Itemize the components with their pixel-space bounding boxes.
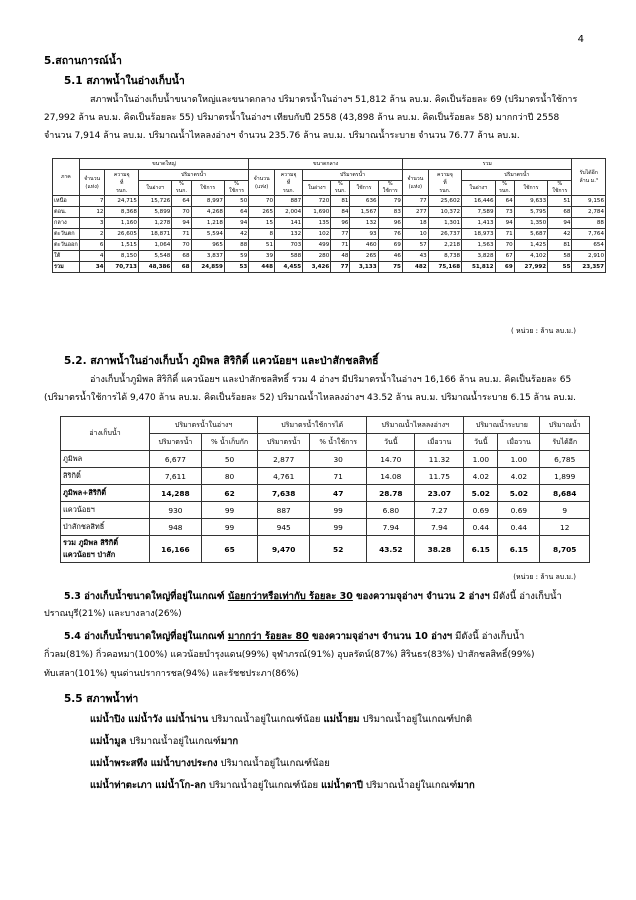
s52-line-1: อ่างเก็บน้ำภูมิพล สิริกิติ์ แควน้อยฯ และป่าสักชลสิทธิ์ รวม 4 อ่างฯ มีปริมาตรน้ำในอ่างฯ 16,166 ล้าน ลบ.ม. คิดเป็นร้อยละ 65 (90, 375, 572, 385)
table-cell: 720 (303, 196, 331, 207)
th-pct-store: % น้ำเก็บกัก (201, 434, 257, 451)
table-row (61, 451, 590, 468)
s55-heading: 5.5 สภาพน้ำท่า (64, 693, 139, 705)
table-cell: 0.69 (498, 502, 540, 519)
th-yesterday: เมื่อวาน (498, 434, 540, 451)
s55-line-4: แม่น้ำท่าตะเภา แม่น้ำโก-ลก ปริมาณน้ำอยู่ในเกณฑ์น้อย แม่น้ำตาปี ปริมาณน้ำอยู่ในเกณฑ์มาก (90, 780, 475, 791)
table-cell: 945 (258, 519, 310, 536)
table-cell: 48,386 (138, 262, 171, 273)
th-usable: ใช้การ (514, 181, 547, 196)
table-cell: 6.80 (367, 502, 415, 519)
table-cell: 67 (495, 251, 514, 262)
table-cell: 636 (350, 196, 378, 207)
table-cell: 4,455 (275, 262, 303, 273)
table-cell: 57 (402, 240, 428, 251)
table-cell: 8,705 (540, 536, 590, 563)
s53-line-1: 5.3 อ่างเก็บน้ำขนาดใหญ่ที่อยู่ในเกณฑ์ น้อยกว่าหรือเท่ากับ ร้อยละ 30 ของความจุอ่างฯ จำนวน 2 อ่างฯ มีดังนี้ อ่างเก็บน้ำ (64, 591, 562, 602)
table-cell: 8,997 (191, 196, 224, 207)
th-capacity: ความจุ ที่ รนก. (275, 170, 303, 196)
s54-line-2: กิ่วลม(81%) กิ่วคอหมา(100%) แควน้อยบำรุงแดน(99%) จุฬาภรณ์(91%) อุบลรัตน์(87%) สิรินธร(83%) ป่าสักชลสิทธิ์(99%) (44, 650, 535, 660)
table-cell: 94 (172, 218, 191, 229)
table-cell: 71 (495, 229, 514, 240)
s55-line-2: แม่น้ำมูล ปริมาณน้ำอยู่ในเกณฑ์มาก (90, 736, 239, 747)
th-total: รวม (402, 159, 572, 170)
region-cell: ตะวันออก (53, 240, 80, 251)
table-cell: 2,877 (258, 451, 310, 468)
table-cell: 14.08 (367, 468, 415, 485)
table-cell: 47 (310, 485, 367, 502)
table-cell: 11.32 (415, 451, 464, 468)
table-cell: 1,218 (191, 218, 224, 229)
table-cell: 42 (548, 229, 572, 240)
table-cell: 81 (548, 240, 572, 251)
table-cell: 96 (378, 218, 402, 229)
region-cell: เหนือ (53, 196, 80, 207)
table-cell: 4,761 (258, 468, 310, 485)
table-cell: 132 (350, 218, 378, 229)
table-cell: 16,446 (462, 196, 495, 207)
th-count: จำนวน (แห่ง) (79, 170, 105, 196)
table-cell: 94 (495, 218, 514, 229)
th-pct-usable: % ใช้การ (378, 181, 402, 196)
table-cell: 9 (540, 502, 590, 519)
table-row (53, 218, 606, 229)
unit-label: ( หน่วย : ล้าน ลบ.ม.) (511, 327, 576, 335)
table-cell: 62 (201, 485, 257, 502)
th-large: ขนาดใหญ่ (79, 159, 249, 170)
table-cell: 0.44 (498, 519, 540, 536)
table-cell: 0.69 (464, 502, 498, 519)
table-cell: 482 (402, 262, 428, 273)
table-cell: 5,687 (514, 229, 547, 240)
table-cell: 71 (310, 468, 367, 485)
table-cell: 16,166 (150, 536, 202, 563)
table-cell: 51 (249, 240, 275, 251)
s51-line-1: สภาพน้ำในอ่างเก็บน้ำขนาดใหญ่และขนาดกลาง ปริมาตรน้ำในอ่างฯ 51,812 ล้าน ลบ.ม. คิดเป็นร้อยละ 69 (ปริมาตรน้ำใช้การ (90, 95, 578, 105)
table-cell: 46 (378, 251, 402, 262)
table-cell: 1,567 (350, 207, 378, 218)
th-inres: ในอ่างฯ (462, 181, 495, 196)
table-cell: 64 (172, 196, 191, 207)
table-cell: 8,368 (105, 207, 138, 218)
th-volume: ปริมาตรน้ำ (150, 434, 202, 451)
th-receive: รับได้อีก (540, 434, 590, 451)
table-cell: 6,677 (150, 451, 202, 468)
table-cell: 30 (310, 451, 367, 468)
table-cell: 280 (303, 251, 331, 262)
table-cell: 1,278 (138, 218, 171, 229)
table-cell: 588 (275, 251, 303, 262)
region-reservoir-table (52, 158, 606, 273)
table-cell: 70,713 (105, 262, 138, 273)
th-pct-usable: % ใช้การ (548, 181, 572, 196)
table-cell: 930 (150, 502, 202, 519)
table-cell: 1.00 (498, 451, 540, 468)
table-cell: 77 (331, 229, 350, 240)
table-cell: 88 (572, 218, 606, 229)
table-cell: 1,563 (462, 240, 495, 251)
th-capacity: ความจุ ที่ รนก. (105, 170, 138, 196)
table-cell: 51 (548, 196, 572, 207)
table-cell: 2 (79, 229, 105, 240)
table-cell: 12 (540, 519, 590, 536)
th-pct: % รนก. (495, 181, 514, 196)
table-cell: 14,288 (150, 485, 202, 502)
table-row (61, 519, 590, 536)
table-cell: 50 (224, 196, 248, 207)
table-cell: 5,548 (138, 251, 171, 262)
table-cell: 93 (350, 229, 378, 240)
table-cell: 1,515 (105, 240, 138, 251)
table-cell: 70 (495, 240, 514, 251)
table-cell: 1,690 (303, 207, 331, 218)
table-cell: 8,738 (428, 251, 461, 262)
region-table-body (53, 196, 606, 273)
table-cell: 7.27 (415, 502, 464, 519)
s55-line-3: แม่น้ำพระสทึง แม่น้ำบางประกง ปริมาณน้ำอยู่ในเกณฑ์น้อย (90, 758, 330, 769)
region-cell: ใต้ (53, 251, 80, 262)
table-row (53, 229, 606, 240)
table-cell: 48 (331, 251, 350, 262)
table-cell: 43.52 (367, 536, 415, 563)
table-cell: 887 (275, 196, 303, 207)
s52-heading: 5.2. สภาพน้ำในอ่างเก็บน้ำ ภูมิพล สิริกิติ์ แควน้อยฯ และป่าสักชลสิทธิ์ (64, 355, 379, 367)
table-cell: 18,871 (138, 229, 171, 240)
table-cell: 65 (201, 536, 257, 563)
table-cell: 10,372 (428, 207, 461, 218)
table-cell: 25,602 (428, 196, 461, 207)
table-row (61, 502, 590, 519)
s51-line-2: 27,992 ล้าน ลบ.ม. คิดเป็นร้อยละ 55) ปริมาตรน้ำในอ่างฯ เทียบกับปี 2558 (43,898 ล้าน ลบ.ม. คิดเป็นร้อยละ 58) มากกว่าปี 2558 (44, 113, 560, 123)
table-cell: 23,357 (572, 262, 606, 273)
table-cell: 265 (350, 251, 378, 262)
table-cell: 1,301 (428, 218, 461, 229)
table-cell: 64 (224, 207, 248, 218)
th-usable: ใช้การ (191, 181, 224, 196)
table-cell: 43 (402, 251, 428, 262)
th-yesterday: เมื่อวาน (415, 434, 464, 451)
th-vol: ปริมาตรน้ำในอ่างฯ (150, 417, 258, 434)
table-cell: 1,350 (514, 218, 547, 229)
th-volume: ปริมาตรน้ำ (258, 434, 310, 451)
table-cell: 99 (201, 519, 257, 536)
table-cell: 3,837 (191, 251, 224, 262)
table-cell: 5,899 (138, 207, 171, 218)
reservoir-name: ภูมิพล (61, 451, 150, 468)
table-cell: 4.02 (498, 468, 540, 485)
table-cell: 8,150 (105, 251, 138, 262)
table-cell: 99 (310, 519, 367, 536)
table-cell: 4,102 (514, 251, 547, 262)
th-volume: ปริมาตรน้ำ (303, 170, 403, 181)
region-cell: ตอน. (53, 207, 80, 218)
region-cell: ตะวันตก (53, 229, 80, 240)
table-cell: 12 (79, 207, 105, 218)
table-cell: 68 (172, 251, 191, 262)
table-cell: 5.02 (464, 485, 498, 502)
table-cell: 135 (303, 218, 331, 229)
table-cell: 887 (258, 502, 310, 519)
table-cell: 1,413 (462, 218, 495, 229)
table-cell: 0.44 (464, 519, 498, 536)
table-cell: 75 (378, 262, 402, 273)
table-cell: 14.70 (367, 451, 415, 468)
table-cell: 2,218 (428, 240, 461, 251)
table-cell: 277 (402, 207, 428, 218)
table-cell: 7,611 (150, 468, 202, 485)
table-row (61, 485, 590, 502)
s51-heading: 5.1 สภาพน้ำในอ่างเก็บน้ำ (64, 75, 185, 87)
table-cell: 948 (150, 519, 202, 536)
page-number: 4 (577, 34, 584, 45)
table-cell: 7 (79, 196, 105, 207)
table-cell: 6.15 (498, 536, 540, 563)
th-inflow: ปริมาณน้ำไหลลงอ่างฯ (367, 417, 464, 434)
th-today: วันนี้ (464, 434, 498, 451)
s51-line-3: จำนวน 7,914 ล้าน ลบ.ม. ปริมาณน้ำไหลลงอ่างฯ จำนวน 235.76 ล้าน ลบ.ม. ปริมาณน้ำระบาย จำนวน 76.77 ล้าน ลบ.ม. (44, 131, 520, 141)
table-cell: 77 (402, 196, 428, 207)
table-cell: 83 (378, 207, 402, 218)
s54-line-1: 5.4 อ่างเก็บน้ำขนาดใหญ่ที่อยู่ในเกณฑ์ มากกว่า ร้อยละ 80 ของความจุอ่างฯ จำนวน 10 อ่างฯ มีดังนี้ อ่างเก็บน้ำ (64, 631, 525, 642)
table-cell: 71 (172, 229, 191, 240)
table-cell: 27,992 (514, 262, 547, 273)
section-title: 5.สถานการณ์น้ำ (44, 55, 122, 67)
table-cell: 5.02 (498, 485, 540, 502)
table-cell: 69 (495, 262, 514, 273)
table-cell: 7,589 (462, 207, 495, 218)
table-row (53, 240, 606, 251)
table-cell: 6,785 (540, 451, 590, 468)
table-cell: 24,715 (105, 196, 138, 207)
th-region: ภาค (53, 159, 80, 196)
table-cell: 7,638 (258, 485, 310, 502)
table-cell: 703 (275, 240, 303, 251)
table-cell: 79 (378, 196, 402, 207)
reservoir-name: แควน้อยฯ (61, 502, 150, 519)
th-volume: ปริมาตรน้ำ (138, 170, 248, 181)
table-cell: 265 (249, 207, 275, 218)
table-cell: 5,594 (191, 229, 224, 240)
table-cell: 34 (79, 262, 105, 273)
th-receive: ปริมาณน้ำ (540, 417, 590, 434)
table-cell: 15 (249, 218, 275, 229)
table-cell: 3,426 (303, 262, 331, 273)
table-cell: 59 (224, 251, 248, 262)
table-cell: 1,064 (138, 240, 171, 251)
table-cell: 1,160 (105, 218, 138, 229)
table-cell: 7.94 (367, 519, 415, 536)
table-cell: 15,726 (138, 196, 171, 207)
table-cell: 8,684 (540, 485, 590, 502)
table-cell: 9,633 (514, 196, 547, 207)
th-receive: รับได้อีก ล้าน ม.³ (572, 159, 606, 196)
table-cell: 84 (331, 207, 350, 218)
table-cell: 448 (249, 262, 275, 273)
table-cell: 42 (224, 229, 248, 240)
region-cell: กลาง (53, 218, 80, 229)
table-cell: 2,784 (572, 207, 606, 218)
table-cell: 102 (303, 229, 331, 240)
table-cell: 99 (310, 502, 367, 519)
table-cell: 52 (310, 536, 367, 563)
table-cell: 18,973 (462, 229, 495, 240)
s52-line-2: (ปริมาตรน้ำใช้การได้ 9,470 ล้าน ลบ.ม. คิดเป็นร้อยละ 52) ปริมาณน้ำไหลลงอ่างฯ 43.52 ล้าน ลบ.ม. ปริมาณน้ำระบาย 6.15 ล้าน ลบ.ม. (44, 393, 577, 403)
th-pct-usable: % ใช้การ (224, 181, 248, 196)
table-cell: 38.28 (415, 536, 464, 563)
th-volume: ปริมาตรน้ำ (462, 170, 572, 181)
table-cell: 141 (275, 218, 303, 229)
table-cell: 499 (303, 240, 331, 251)
table-cell: 70 (249, 196, 275, 207)
table-cell: 81 (331, 196, 350, 207)
table-cell: 2,910 (572, 251, 606, 262)
table-cell: 88 (224, 240, 248, 251)
main-reservoir-table (60, 416, 590, 563)
table-cell: 70 (172, 207, 191, 218)
th-inres: ในอ่างฯ (303, 181, 331, 196)
table-cell: 75,168 (428, 262, 461, 273)
th-reservoir: อ่างเก็บน้ำ (61, 417, 150, 451)
reservoir-name: สิริกิติ์ (61, 468, 150, 485)
table-cell: 5,795 (514, 207, 547, 218)
table-cell: 28.78 (367, 485, 415, 502)
th-usable: ปริมาตรน้ำใช้การได้ (258, 417, 367, 434)
table-row (53, 207, 606, 218)
main-reservoir-body (61, 451, 590, 563)
table-cell: 6.15 (464, 536, 498, 563)
th-medium: ขนาดกลาง (249, 159, 403, 170)
table-cell: 4.02 (464, 468, 498, 485)
reservoir-name: รวม ภูมิพล สิริกิติ์ แควน้อยฯ ป่าสัก (61, 536, 150, 563)
table-cell: 94 (548, 218, 572, 229)
reservoir-name: ป่าสักชลสิทธิ์ (61, 519, 150, 536)
table-cell: 11.75 (415, 468, 464, 485)
th-release: ปริมาณน้ำระบาย (464, 417, 540, 434)
table-row (53, 251, 606, 262)
table-cell: 7,764 (572, 229, 606, 240)
table-total-row (61, 536, 590, 563)
table-cell: 1.00 (464, 451, 498, 468)
th-usable: ใช้การ (350, 181, 378, 196)
table-cell: 1,899 (540, 468, 590, 485)
table-cell: 73 (495, 207, 514, 218)
table-cell: 460 (350, 240, 378, 251)
table-cell: 96 (331, 218, 350, 229)
table-cell: 68 (548, 207, 572, 218)
table-cell: 51,812 (462, 262, 495, 273)
table-cell: 58 (548, 251, 572, 262)
unit-label-2: (หน่วย : ล้าน ลบ.ม.) (513, 573, 576, 581)
table-cell: 23.07 (415, 485, 464, 502)
table-cell: 3,828 (462, 251, 495, 262)
table-cell: 94 (224, 218, 248, 229)
s54-line-3: ทับเสลา(101%) ขุนด่านปราการชล(94%) และรัชชประภา(86%) (44, 669, 299, 679)
th-pct-use: % น้ำใช้การ (310, 434, 367, 451)
table-cell: 132 (275, 229, 303, 240)
table-cell: 654 (572, 240, 606, 251)
table-cell: 4 (79, 251, 105, 262)
table-cell: 55 (548, 262, 572, 273)
table-cell: 4,268 (191, 207, 224, 218)
table-cell: 70 (172, 240, 191, 251)
table-cell: 9,156 (572, 196, 606, 207)
table-cell: 77 (331, 262, 350, 273)
table-cell: 1,425 (514, 240, 547, 251)
table-cell: 68 (172, 262, 191, 273)
table-row (61, 468, 590, 485)
table-cell: 3,133 (350, 262, 378, 273)
table-cell: 50 (201, 451, 257, 468)
table-cell: 18 (402, 218, 428, 229)
th-today: วันนี้ (367, 434, 415, 451)
table-row (53, 196, 606, 207)
table-cell: 26,605 (105, 229, 138, 240)
table-cell: 53 (224, 262, 248, 273)
table-cell: 26,737 (428, 229, 461, 240)
table-cell: 39 (249, 251, 275, 262)
th-pct: % รนก. (331, 181, 350, 196)
table-row (53, 262, 606, 273)
table-cell: 9,470 (258, 536, 310, 563)
table-cell: 69 (378, 240, 402, 251)
table-cell: 965 (191, 240, 224, 251)
table-cell: 80 (201, 468, 257, 485)
reservoir-name: ภูมิพล+สิริกิติ์ (61, 485, 150, 502)
table-cell: 71 (331, 240, 350, 251)
table-cell: 2,004 (275, 207, 303, 218)
table-cell: 6 (79, 240, 105, 251)
th-pct: % รนก. (172, 181, 191, 196)
table-cell: 64 (495, 196, 514, 207)
th-count: จำนวน (แห่ง) (402, 170, 428, 196)
table-cell: 24,859 (191, 262, 224, 273)
table-cell: 8 (249, 229, 275, 240)
th-inres: ในอ่างฯ (138, 181, 171, 196)
th-capacity: ความจุ ที่ รนก. (428, 170, 461, 196)
s55-line-1: แม่น้ำปิง แม่น้ำวัง แม่น้ำน่าน ปริมาณน้ำอยู่ในเกณฑ์น้อย แม่น้ำยม ปริมาณน้ำอยู่ในเกณฑ์ปกติ (90, 714, 473, 725)
table-cell: 76 (378, 229, 402, 240)
table-cell: 99 (201, 502, 257, 519)
s53-line-2: ปราณบุรี(21%) และบางลาง(26%) (44, 609, 182, 619)
table-cell: 3 (79, 218, 105, 229)
region-cell: รวม (53, 262, 80, 273)
table-cell: 7.94 (415, 519, 464, 536)
th-count: จำนวน (แห่ง) (249, 170, 275, 196)
table-cell: 10 (402, 229, 428, 240)
